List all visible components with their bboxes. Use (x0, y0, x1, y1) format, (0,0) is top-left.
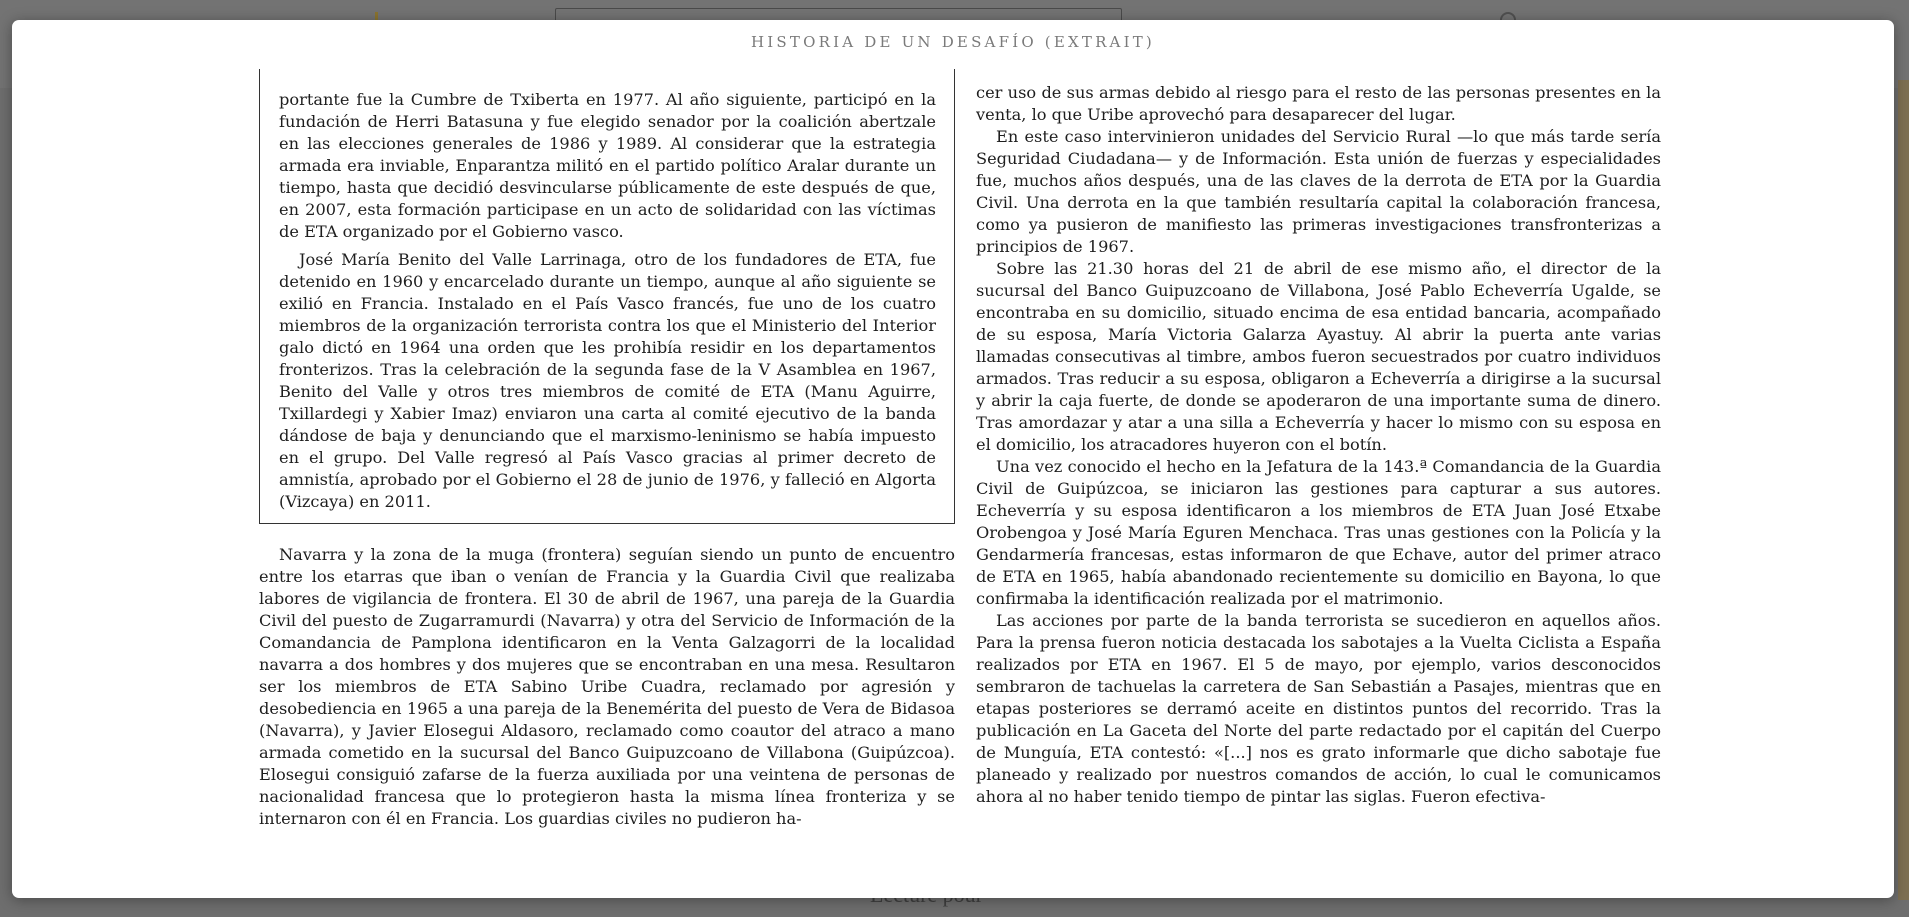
body-paragraph: En este caso intervinieron unidades del Servicio Rural —lo que más tarde sería Seguridad Ciudadana— y de Información. Esta unión de fuerzas y especialidades fue, muchos años después, una de las claves de la derrota de ETA por la Guardia Civil. Una derrota en la que también resultaría capital la colaboración francesa, como ya pusieron de manifiesto las primeras investigaciones transfronterizas a principios de 1967. (976, 127, 1661, 256)
reader-modal[interactable] (12, 20, 1894, 898)
box-paragraph: José María Benito del Valle Larrinaga, otro de los fundadores de ETA, fue detenido en 1960 y encarcelado durante un tiempo, aunque al año siguiente se exilió en Francia. Instalado en el País Vasco francés, fue uno de los cuatro miembros de la organización terrorista contra los que el Ministerio del Interior galo dictó en 1964 una orden que les prohibía residir en los departamentos fronterizos. Tras la celebración de la segunda fase de la V Asamblea en 1967, Benito del Valle y otros tres miembros de comité de ETA (Manu Aguirre, Txillardegi y Xabier Imaz) enviaron una carta al comité ejecutivo de la banda dándose de baja y denunciando que el marxismo-leninismo se había impuesto en el grupo. Del Valle regresó al País Vasco gracias al primer decreto de amnistía, aprobado por el Gobierno el 28 de junio de 1976, y falleció en Algorta (Vizcaya) en 2011. (279, 250, 936, 511)
right-column (976, 82, 1661, 808)
body-paragraph: Una vez conocido el hecho en la Jefatura de la 143.ª Comandancia de la Guardia Civil de Guipúzcoa, se iniciaron las gestiones para capturar a sus autores. Echeverría y su esposa identificaron a los miembros de ETA Juan José Etxabe Orobengoa y José María Eguren Menchaca. Tras unas gestiones con la Policía y la Gendarmería francesas, estas informaron de que Echave, autor del primer atraco de ETA en 1965, había abandonado recientemente su domicilio en Bayona, lo que confirmaba la identificación realizada por el matrimonio. (976, 457, 1661, 608)
biography-box (259, 69, 955, 524)
left-body (259, 524, 955, 830)
left-column (259, 82, 955, 830)
book-page (259, 82, 1659, 892)
box-paragraph: portante fue la Cumbre de Txiberta en 1977. Al año siguiente, participó en la fundación de Herri Batasuna y fue elegido senador por la coalición abertzale en las elecciones generales de 1986 y 1989. Al considerar que la estrategia armada era inviable, Enparantza militó en el partido político Aralar durante un tiempo, hasta que decidió desvincularse públicamente de este después de que, en 2007, esta formación participase en un acto de solidaridad con las víctimas de ETA organizado por el Gobierno vasco. (279, 90, 936, 241)
body-paragraph: cer uso de sus armas debido al riesgo para el resto de las personas presentes en la venta, lo que Uribe aprovechó para desaparecer del lugar. (976, 83, 1661, 124)
modal-title: HISTORIA DE UN DESAFÍO (EXTRAIT) (751, 33, 1155, 51)
body-paragraph: Navarra y la zona de la muga (frontera) seguían siendo un punto de encuentro entre los etarras que iban o venían de Francia y la Guardia Civil que realizaba labores de vigilancia de frontera. El 30 de abril de 1967, una pareja de la Guardia Civil del puesto de Zugarramurdi (Navarra) y otra del Servicio de Información de la Comandancia de Pamplona identificaron en la Venta Galzagorri de la localidad navarra a dos hombres y dos mujeres que se encontraban en una mesa. Resultaron ser los miembros de ETA Sabino Uribe Cuadra, reclamado por agresión y desobediencia en 1965 a una pareja de la Benemérita del puesto de Vera de Bidasoa (Navarra), y Javier Elosegui Aldasoro, reclamado como coautor del atraco a mano armada cometido en la sucursal del Banco Guipuzcoano de Villabona (Guipúzcoa). Elosegui consiguió zafarse de la fuerza auxiliada por una veintena de personas de nacionalidad francesa que lo protegieron hasta la misma línea fronteriza y se internaron con él en Francia. Los guardias civiles no pudieron ha- (259, 545, 955, 828)
body-paragraph: Sobre las 21.30 horas del 21 de abril de ese mismo año, el director de la sucursal del Banco Guipuzcoano de Villabona, José Pablo Echeverría Ugalde, se encontraba en su domicilio, situado encima de esa entidad bancaria, acompañado de su esposa, María Victoria Galarza Ayastuy. Al abrir la puerta ante varias llamadas consecutivas al timbre, ambos fueron secuestrados por cuatro individuos armados. Tras reducir a su esposa, obligaron a Echeverría a dirigirse a la sucursal y abrir la caja fuerte, de donde se apoderaron de una importante suma de dinero. Tras amordazar y atar a una silla a Echeverría y hacer lo mismo con su esposa en el domicilio, los atracadores huyeron con el botín. (976, 259, 1661, 454)
body-paragraph: Las acciones por parte de la banda terrorista se sucedieron en aquellos años. Para la prensa fueron noticia destacada los sabotajes a la Vuelta Ciclista a España realizados por ETA en 1967. El 5 de mayo, por ejemplo, varios desconocidos sembraron de tachuelas la carretera de San Sebastián a Pasajes, mientras que en etapas posteriores se derramó aceite en distintos puntos del recorrido. Tras la publicación en La Gaceta del Norte del parte redactado por el capitán del Cuerpo de Munguía, ETA contestó: «[...] nos es grato informarle que dicho sabotaje fue planeado y realizado por nuestros comandos de acción, lo cual le comunicamos ahora al no haber tenido tiempo de pintar las siglas. Fueron efectiva- (976, 611, 1661, 806)
background-scrollbar (1898, 80, 1909, 900)
